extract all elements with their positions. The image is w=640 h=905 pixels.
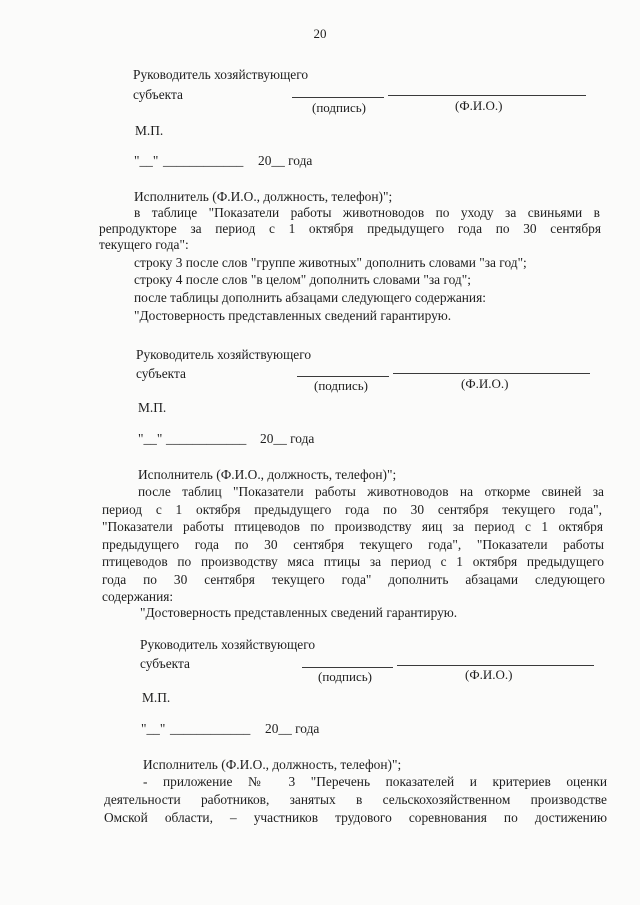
paragraph-line: Омской области, – участников трудового соревнования по достижению [104, 810, 607, 825]
date-blank: ____________ [170, 721, 251, 736]
paragraph-line: в таблице "Показатели работы животноводов по уходу за свиньями в [134, 205, 600, 220]
paragraph-line: строку 4 после слов "в целом" дополнить словами "за год"; [134, 272, 471, 287]
paragraph-line: года по 30 сентября текущего года" дополнить абзацами следующего [102, 572, 605, 587]
paragraph-line: строку 3 после слов "группе животных" дополнить словами "за год"; [134, 255, 527, 270]
page-number: 20 [313, 26, 327, 41]
date-year: 20__ года [260, 431, 315, 446]
paragraph-line: "Показатели работы птицеводов по производству яиц за период с 1 октября [102, 519, 603, 534]
stamp-label: М.П. [138, 400, 167, 415]
paragraph-line: предыдущего года по 30 сентября текущего года", "Показатели работы [102, 537, 604, 552]
head-title-line1: Руководитель хозяйствующего [133, 67, 309, 82]
signature-line [302, 667, 393, 668]
paragraph-line: - приложение № 3 "Перечень показателей и критериев оценки [143, 774, 607, 789]
date-day: "__" [141, 721, 166, 736]
paragraph-line: репродукторе за период с 1 октября предыдущего года по 30 сентября [99, 221, 601, 236]
fio-caption: (Ф.И.О.) [465, 667, 513, 682]
date-year: 20__ года [258, 153, 313, 168]
fio-caption: (Ф.И.О.) [461, 376, 509, 391]
head-title-line1: Руководитель хозяйствующего [136, 347, 312, 362]
head-title-line2: субъекта [136, 366, 186, 381]
paragraph-line: птицеводов по производству мяса птицы за период с 1 октября предыдущего [102, 554, 604, 569]
date-year: 20__ года [265, 721, 320, 736]
signature-caption: (подпись) [318, 669, 372, 684]
paragraph-line: период с 1 октября предыдущего года по 30 сентября текущего года", [102, 502, 602, 517]
paragraph-line: после таблиц "Показатели работы животноводов на откорме свиней за [138, 484, 604, 499]
date-day: "__" [134, 153, 159, 168]
fio-line [397, 665, 594, 666]
paragraph-line: деятельности работников, занятых в сельскохозяйственном производстве [104, 792, 607, 807]
head-title-line2: субъекта [133, 87, 183, 102]
fio-caption: (Ф.И.О.) [455, 98, 503, 113]
date-blank: ____________ [163, 153, 244, 168]
head-title-line1: Руководитель хозяйствующего [140, 637, 316, 652]
executor-line: Исполнитель (Ф.И.О., должность, телефон)"; [138, 467, 397, 482]
signature-line [297, 376, 389, 377]
paragraph-line: "Достоверность представленных сведений гарантирую. [134, 308, 452, 323]
stamp-label: М.П. [142, 690, 171, 705]
stamp-label: М.П. [135, 123, 164, 138]
paragraph-line: содержания: [102, 589, 174, 604]
paragraph-line: после таблицы дополнить абзацами следующего содержания: [134, 290, 486, 305]
executor-line: Исполнитель (Ф.И.О., должность, телефон)"; [143, 757, 402, 772]
fio-line [393, 373, 590, 374]
fio-line [388, 95, 586, 96]
date-blank: ____________ [166, 431, 247, 446]
signature-caption: (подпись) [314, 378, 368, 393]
executor-line: Исполнитель (Ф.И.О., должность, телефон)"; [134, 189, 393, 204]
paragraph-line: текущего года": [99, 237, 189, 252]
head-title-line2: субъекта [140, 656, 190, 671]
date-day: "__" [138, 431, 163, 446]
paragraph-line: "Достоверность представленных сведений гарантирую. [140, 605, 458, 620]
signature-line [292, 97, 384, 98]
signature-caption: (подпись) [312, 100, 366, 115]
